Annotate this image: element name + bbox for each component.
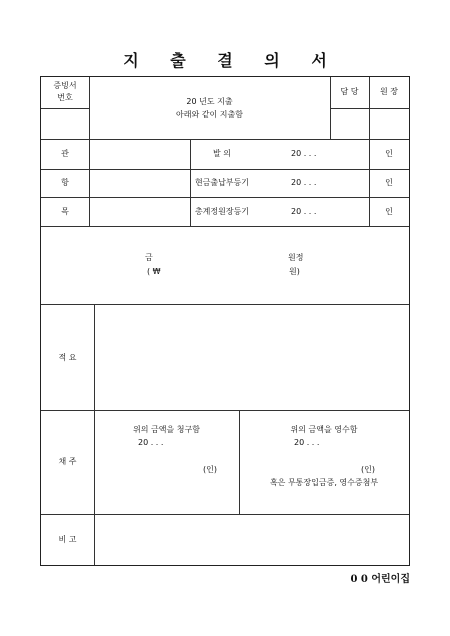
seal-mark: 인 — [385, 207, 393, 216]
receipt-date: 20 . . . — [294, 438, 320, 447]
seal-mark: 인 — [385, 149, 393, 158]
document-title: 지 출 결 의 서 — [123, 51, 340, 70]
divider — [41, 139, 409, 140]
remarks-label: 비 고 — [58, 535, 77, 544]
row-label-cashbook: 현금출납부등기 — [194, 178, 250, 187]
year-line: 20 년도 지출 — [186, 97, 233, 106]
receipt-text: 위의 금액을 영수함 — [290, 425, 358, 434]
evidence-label: 증빙서 — [53, 81, 77, 90]
claim-date: 20 . . . — [138, 438, 164, 447]
divider — [41, 226, 409, 227]
claim-seal: (인) — [203, 465, 217, 474]
director-label: 원 장 — [380, 87, 398, 96]
summary-label: 적 요 — [58, 353, 77, 362]
divider — [330, 108, 410, 109]
receipt-note: 혹은 무통장입금증, 영수증첨부 — [269, 478, 379, 487]
manager-label: 담 당 — [340, 87, 359, 96]
row-label-hang: 항 — [61, 178, 69, 187]
divider — [89, 139, 90, 226]
row-label-ledger: 총계정원장등기 — [194, 207, 250, 216]
row-label-proposal: 발 의 — [213, 149, 231, 158]
row-label-mok: 목 — [61, 207, 69, 216]
amount-won-unit: 원) — [289, 267, 300, 276]
claim-text: 위의 금액을 청구함 — [133, 425, 200, 434]
receipt-seal: (인) — [361, 465, 375, 474]
divider — [41, 169, 409, 170]
divider — [41, 304, 409, 305]
amount-unit: 원정 — [288, 253, 304, 262]
amount-won-label: ( ₩ — [147, 267, 161, 276]
evidence-label: 번호 — [57, 93, 73, 102]
divider — [89, 77, 90, 139]
divider — [41, 514, 409, 515]
expense-form — [40, 76, 410, 566]
statement-line: 아래와 같이 지출함 — [176, 110, 243, 119]
row-date: 20 . . . — [291, 149, 317, 158]
divider — [41, 108, 89, 109]
divider — [41, 410, 409, 411]
row-label-gwan: 관 — [61, 149, 69, 158]
amount-label: 금 — [145, 253, 153, 262]
seal-mark: 인 — [385, 178, 393, 187]
creditor-label: 채 주 — [58, 457, 77, 466]
row-date: 20 . . . — [291, 207, 317, 216]
divider — [41, 197, 409, 198]
organization-name: 0 0 어린이집 — [350, 574, 410, 585]
row-date: 20 . . . — [291, 178, 317, 187]
